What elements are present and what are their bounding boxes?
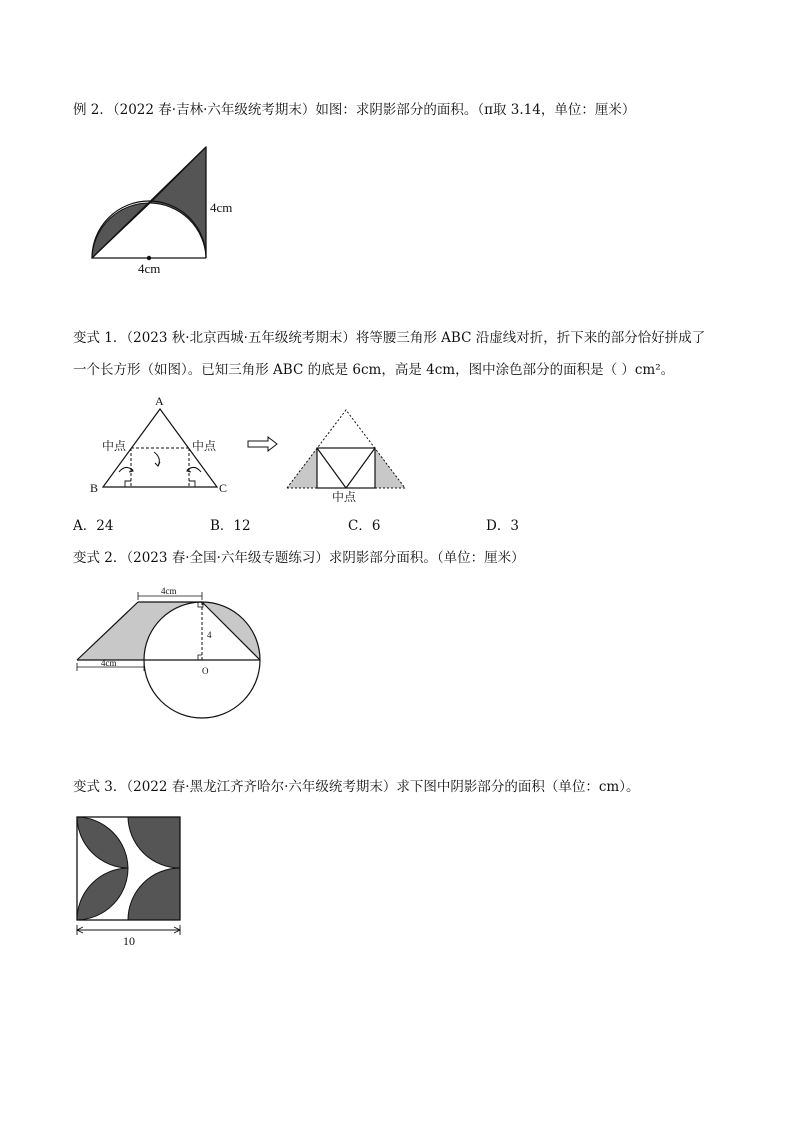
shaded-trapezoid-part: [77, 602, 202, 660]
variant-1-figure-right: [284, 404, 408, 504]
midpoint-bottom-label: 中点: [332, 490, 357, 504]
shaded-corner-bottom-right: [128, 868, 180, 920]
option-b[interactable]: B．12: [210, 518, 251, 534]
shaded-triangle-part: [150, 147, 206, 258]
base-label: 4cm: [138, 261, 161, 276]
right-arrow-icon: [248, 437, 277, 451]
width-label: 10: [123, 934, 135, 948]
shaded-corner-top-right: [128, 817, 180, 868]
midpoint-left-label: 中点: [102, 439, 127, 453]
vertex-c-label: C: [219, 481, 228, 495]
height-label: 4cm: [210, 200, 233, 215]
shaded-leaf-top-left: [77, 817, 128, 868]
option-c[interactable]: C．6: [348, 518, 381, 534]
midpoint-right-label: 中点: [192, 439, 217, 453]
vertex-a-label: A: [155, 394, 164, 408]
variant-1-text-line2: 一个长方形（如图）。已知三角形 ABC 的底是 6cm，高是 4cm，图中涂色部分的面积是（ ）cm²。: [73, 362, 675, 378]
variant-3-text: 变式 3．（2022 春·黑龙江齐齐哈尔·六年级统考期末）求下图中阴影部分的面积（单位：cm）。: [73, 779, 640, 795]
left-length-label: 4cm: [101, 658, 117, 668]
example-2-text: 例 2．（2022 春·吉林·六年级统考期末）如图：求阴影部分的面积。（π取 3.14，单位：厘米）: [73, 102, 636, 118]
vertex-b-label: B: [90, 481, 99, 495]
center-o-label: O: [202, 666, 209, 676]
shaded-leaf-bottom-left: [77, 868, 128, 920]
variant-3-figure: [72, 812, 187, 952]
option-d[interactable]: D．3: [486, 518, 519, 534]
variant-2-text: 变式 2．（2023 春·全国·六年级专题练习）求阴影部分面积。（单位：厘米）: [73, 550, 525, 566]
variant-1-figure-left: [88, 392, 248, 502]
variant-1-text-line1: 变式 1．（2023 秋·北京西城·五年级统考期末）将等腰三角形 ABC 沿虚线对折，折下来的部分恰好拼成了: [73, 330, 706, 346]
variant-2-figure: [72, 582, 272, 724]
variant-1-arrow: [246, 436, 280, 452]
radius-label: 4: [207, 630, 212, 640]
top-length-label: 4cm: [161, 586, 177, 596]
example-2-figure: [85, 140, 245, 280]
option-a[interactable]: A．24: [73, 518, 114, 534]
center-dot: [147, 256, 151, 260]
